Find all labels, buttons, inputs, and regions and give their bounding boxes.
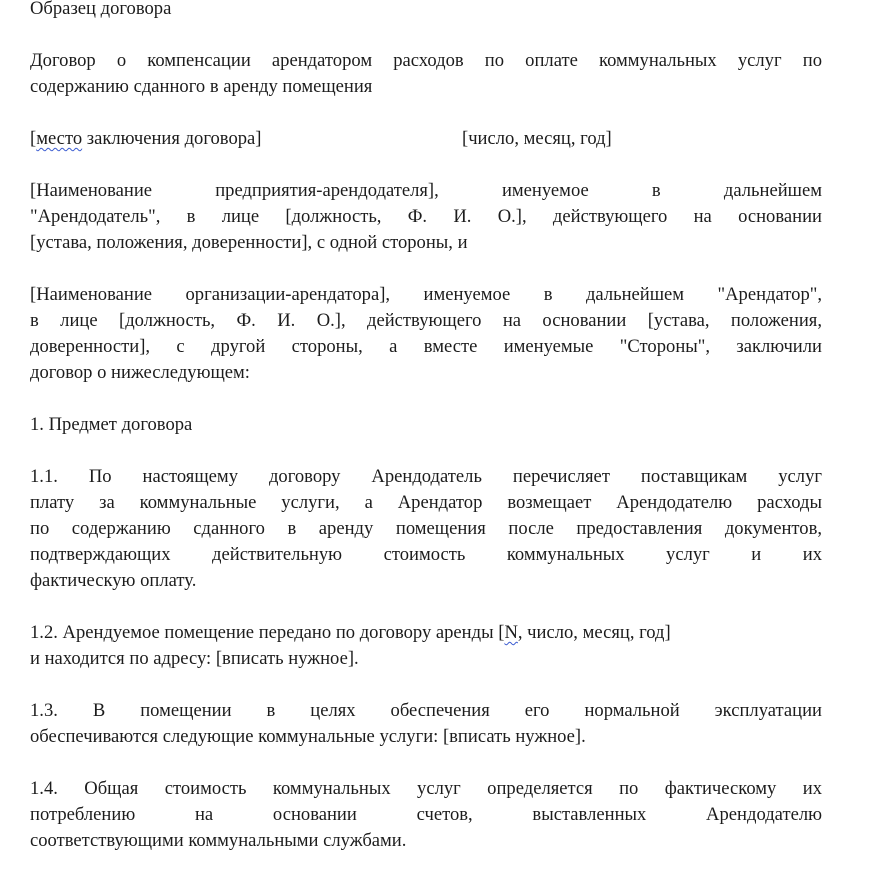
paragraph-line: фактическую оплату. bbox=[30, 570, 197, 591]
paragraph-line: соответствующими коммунальными службами. bbox=[30, 830, 407, 851]
document-page bbox=[30, 0, 822, 854]
place-date-row bbox=[30, 126, 822, 152]
paragraph-line: обеспечиваются следующие коммунальные услуги: [вписать нужное]. bbox=[30, 726, 586, 747]
document-title bbox=[30, 48, 822, 100]
spellcheck-mark: N bbox=[504, 622, 518, 643]
clause-1-4 bbox=[30, 776, 822, 854]
paragraph-line: [Наименование организации-арендатора], именуемое в дальнейшем "Арендатор", bbox=[30, 284, 822, 305]
paragraph-line: доверенности], с другой стороны, а вместе именуемые "Стороны", заключили bbox=[30, 336, 822, 357]
party-tenant-paragraph bbox=[30, 282, 822, 386]
clause-1-1 bbox=[30, 464, 822, 594]
paragraph-line: 1.4. Общая стоимость коммунальных услуг определяется по фактическому их bbox=[30, 778, 822, 799]
paragraph-line: 1.3. В помещении в целях обеспечения его нормальной эксплуатации bbox=[30, 700, 822, 721]
paragraph-line: договор о нижеследующем: bbox=[30, 362, 250, 383]
title-line: содержанию сданного в аренду помещения bbox=[30, 76, 373, 97]
paragraph-line: 1.2. Арендуемое помещение передано по договору аренды [N, число, месяц, год] bbox=[30, 622, 671, 643]
party-landlord-paragraph bbox=[30, 178, 822, 256]
title-line: Договор о компенсации арендатором расходов по оплате коммунальных услуг по bbox=[30, 50, 822, 71]
place-placeholder: [место заключения договора] bbox=[30, 128, 262, 149]
paragraph-line: плату за коммунальные услуги, а Арендатор возмещает Арендодателю расходы bbox=[30, 492, 822, 513]
sample-label: Образец договора bbox=[30, 0, 172, 19]
date-placeholder: [число, месяц, год] bbox=[462, 128, 612, 149]
paragraph-line: 1.1. По настоящему договору Арендодатель перечисляет поставщикам услуг bbox=[30, 466, 822, 487]
paragraph-line: [устава, положения, доверенности], с одной стороны, и bbox=[30, 232, 468, 253]
clause-1-3 bbox=[30, 698, 822, 750]
paragraph-line: в лице [должность, Ф. И. О.], действующего на основании [устава, положения, bbox=[30, 310, 822, 331]
paragraph-line: потреблению на основании счетов, выставленных Арендодателю bbox=[30, 804, 822, 825]
paragraph-line: и находится по адресу: [вписать нужное]. bbox=[30, 648, 359, 669]
section-heading: 1. Предмет договора bbox=[30, 414, 193, 435]
paragraph-line: подтверждающих действительную стоимость коммунальных услуг и их bbox=[30, 544, 822, 565]
paragraph-line: "Арендодатель", в лице [должность, Ф. И. О.], действующего на основании bbox=[30, 206, 822, 227]
paragraph-line: по содержанию сданного в аренду помещения после предоставления документов, bbox=[30, 518, 822, 539]
spellcheck-mark: место bbox=[36, 128, 83, 149]
paragraph-line: [Наименование предприятия-арендодателя], именуемое в дальнейшем bbox=[30, 180, 822, 201]
clause-1-2 bbox=[30, 620, 822, 672]
